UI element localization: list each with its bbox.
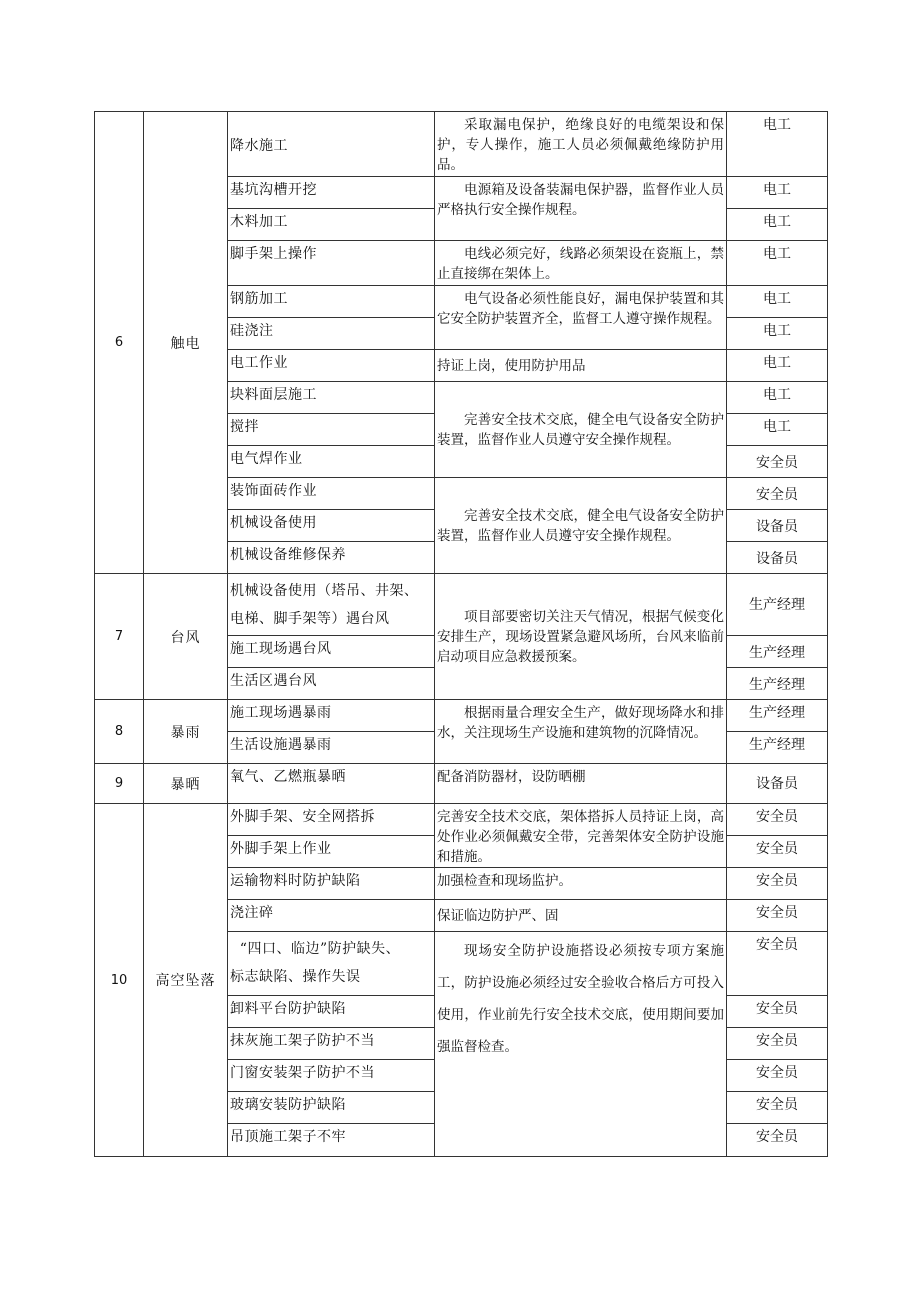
responsible-person: 电工 <box>727 414 828 446</box>
activity-cell: 卸料平台防护缺陷 <box>228 996 435 1028</box>
activity-cell: 电工作业 <box>228 350 435 382</box>
responsible-person: 电工 <box>727 209 828 241</box>
responsible-person: 生产经理 <box>727 636 828 668</box>
control-measure: 项目部要密切关注天气情况，根据气候变化安排生产，现场设置紧急避风场所，台风来临前启动项目应急救援预案。 <box>435 574 727 700</box>
responsible-person: 电工 <box>727 350 828 382</box>
control-measure: 保证临边防护严、固 <box>435 900 727 932</box>
responsible-person: 安全员 <box>727 932 828 996</box>
responsible-person: 安全员 <box>727 1060 828 1092</box>
activity-cell: 木料加工 <box>228 209 435 241</box>
activity-cell: 机械设备使用 <box>228 510 435 542</box>
activity-cell: 脚手架上操作 <box>228 241 435 286</box>
activity-cell: 降水施工 <box>228 112 435 177</box>
responsible-person: 安全员 <box>727 1028 828 1060</box>
row-number: 7 <box>95 574 144 700</box>
activity-cell: 施工现场遇暴雨 <box>228 700 435 732</box>
responsible-person: 设备员 <box>727 510 828 542</box>
row-number: 9 <box>95 764 144 804</box>
activity-line: 电梯、脚手架等）遇台风 <box>230 611 390 627</box>
responsible-person: 安全员 <box>727 996 828 1028</box>
activity-cell: 块料面层施工 <box>228 382 435 414</box>
control-measure: 现场安全防护设施搭设必须按专项方案施工，防护设施必须经过安全验收合格后方可投入使用，作业前先行安全技术交底，使用期间要加强监督检查。 <box>435 932 727 1157</box>
control-measure: 电线必须完好，线路必须架设在瓷瓶上，禁止直接绑在架体上。 <box>435 241 727 286</box>
responsible-person: 生产经理 <box>727 700 828 732</box>
activity-cell: 施工现场遇台风 <box>228 636 435 668</box>
activity-cell <box>228 932 435 996</box>
responsible-person: 生产经理 <box>727 574 828 636</box>
control-measure: 电气设备必须性能良好，漏电保护装置和其它安全防护装置齐全，监督工人遵守操作规程。 <box>435 286 727 350</box>
responsible-person: 安全员 <box>727 804 828 836</box>
responsible-person: 安全员 <box>727 478 828 510</box>
control-measure: 电源箱及设备装漏电保护器，监督作业人员严格执行安全操作规程。 <box>435 177 727 241</box>
responsible-person: 安全员 <box>727 1092 828 1124</box>
responsible-person: 安全员 <box>727 868 828 900</box>
responsible-person: 生产经理 <box>727 668 828 700</box>
activity-cell: 装饰面砖作业 <box>228 478 435 510</box>
activity-cell: 外脚手架、安全网搭拆 <box>228 804 435 836</box>
activity-cell: 基坑沟槽开挖 <box>228 177 435 209</box>
activity-cell: 外脚手架上作业 <box>228 836 435 868</box>
hazard-type: 触电 <box>144 112 228 574</box>
activity-cell: 硅浇注 <box>228 318 435 350</box>
activity-cell: 浇注碎 <box>228 900 435 932</box>
responsible-person: 电工 <box>727 382 828 414</box>
activity-cell: 搅拌 <box>228 414 435 446</box>
row-number: 6 <box>95 112 144 574</box>
activity-cell: 吊顶施工架子不牢 <box>228 1124 435 1157</box>
control-measure: 根据雨量合理安全生产，做好现场降水和排水，关注现场生产设施和建筑物的沉降情况。 <box>435 700 727 764</box>
control-measure: 完善安全技术交底，架体搭拆人员持证上岗，高处作业必须佩戴安全带，完善架体安全防护设施和措施。 <box>435 804 727 868</box>
activity-cell: 生活设施遇暴雨 <box>228 732 435 764</box>
hazard-type: 暴雨 <box>144 700 228 764</box>
responsible-person: 设备员 <box>727 542 828 574</box>
activity-cell: 运输物料时防护缺陷 <box>228 868 435 900</box>
control-measure: 加强检查和现场监护。 <box>435 868 727 900</box>
responsible-person: 电工 <box>727 241 828 286</box>
activity-cell <box>228 574 435 636</box>
responsible-person: 安全员 <box>727 1124 828 1157</box>
hazard-control-table <box>94 111 828 1157</box>
responsible-person: 安全员 <box>727 836 828 868</box>
row-number: 8 <box>95 700 144 764</box>
activity-cell: 机械设备维修保养 <box>228 542 435 574</box>
responsible-person: 安全员 <box>727 446 828 478</box>
responsible-person: 电工 <box>727 177 828 209</box>
control-measure: 完善安全技术交底，健全电气设备安全防护装置，监督作业人员遵守安全操作规程。 <box>435 478 727 574</box>
responsible-person: 电工 <box>727 318 828 350</box>
activity-line: 机械设备使用（塔吊、井架、 <box>230 583 419 599</box>
responsible-person: 电工 <box>727 112 828 177</box>
activity-cell: 钢筋加工 <box>228 286 435 318</box>
hazard-type: 暴晒 <box>144 764 228 804</box>
control-measure: 配备消防器材，设防晒棚 <box>435 764 727 804</box>
hazard-type: 台风 <box>144 574 228 700</box>
responsible-person: 设备员 <box>727 764 828 804</box>
activity-line: “四口、临边”防护缺失、 <box>239 941 401 957</box>
activity-cell: 门窗安装架子防护不当 <box>228 1060 435 1092</box>
responsible-person: 安全员 <box>727 900 828 932</box>
activity-cell: 玻璃安装防护缺陷 <box>228 1092 435 1124</box>
activity-cell: 氧气、乙燃瓶暴晒 <box>228 764 435 804</box>
activity-line: 标志缺陷、操作失误 <box>230 969 361 985</box>
control-measure: 完善安全技术交底，健全电气设备安全防护装置，监督作业人员遵守安全操作规程。 <box>435 382 727 478</box>
row-number: 10 <box>95 804 144 1157</box>
hazard-type: 高空坠落 <box>144 804 228 1157</box>
control-measure: 持证上岗，使用防护用品 <box>435 350 727 382</box>
responsible-person: 生产经理 <box>727 732 828 764</box>
activity-cell: 生活区遇台风 <box>228 668 435 700</box>
activity-cell: 电气焊作业 <box>228 446 435 478</box>
activity-cell: 抹灰施工架子防护不当 <box>228 1028 435 1060</box>
control-measure: 采取漏电保护，绝缘良好的电缆架设和保护，专人操作，施工人员必须佩戴绝缘防护用品。 <box>435 112 727 177</box>
responsible-person: 电工 <box>727 286 828 318</box>
